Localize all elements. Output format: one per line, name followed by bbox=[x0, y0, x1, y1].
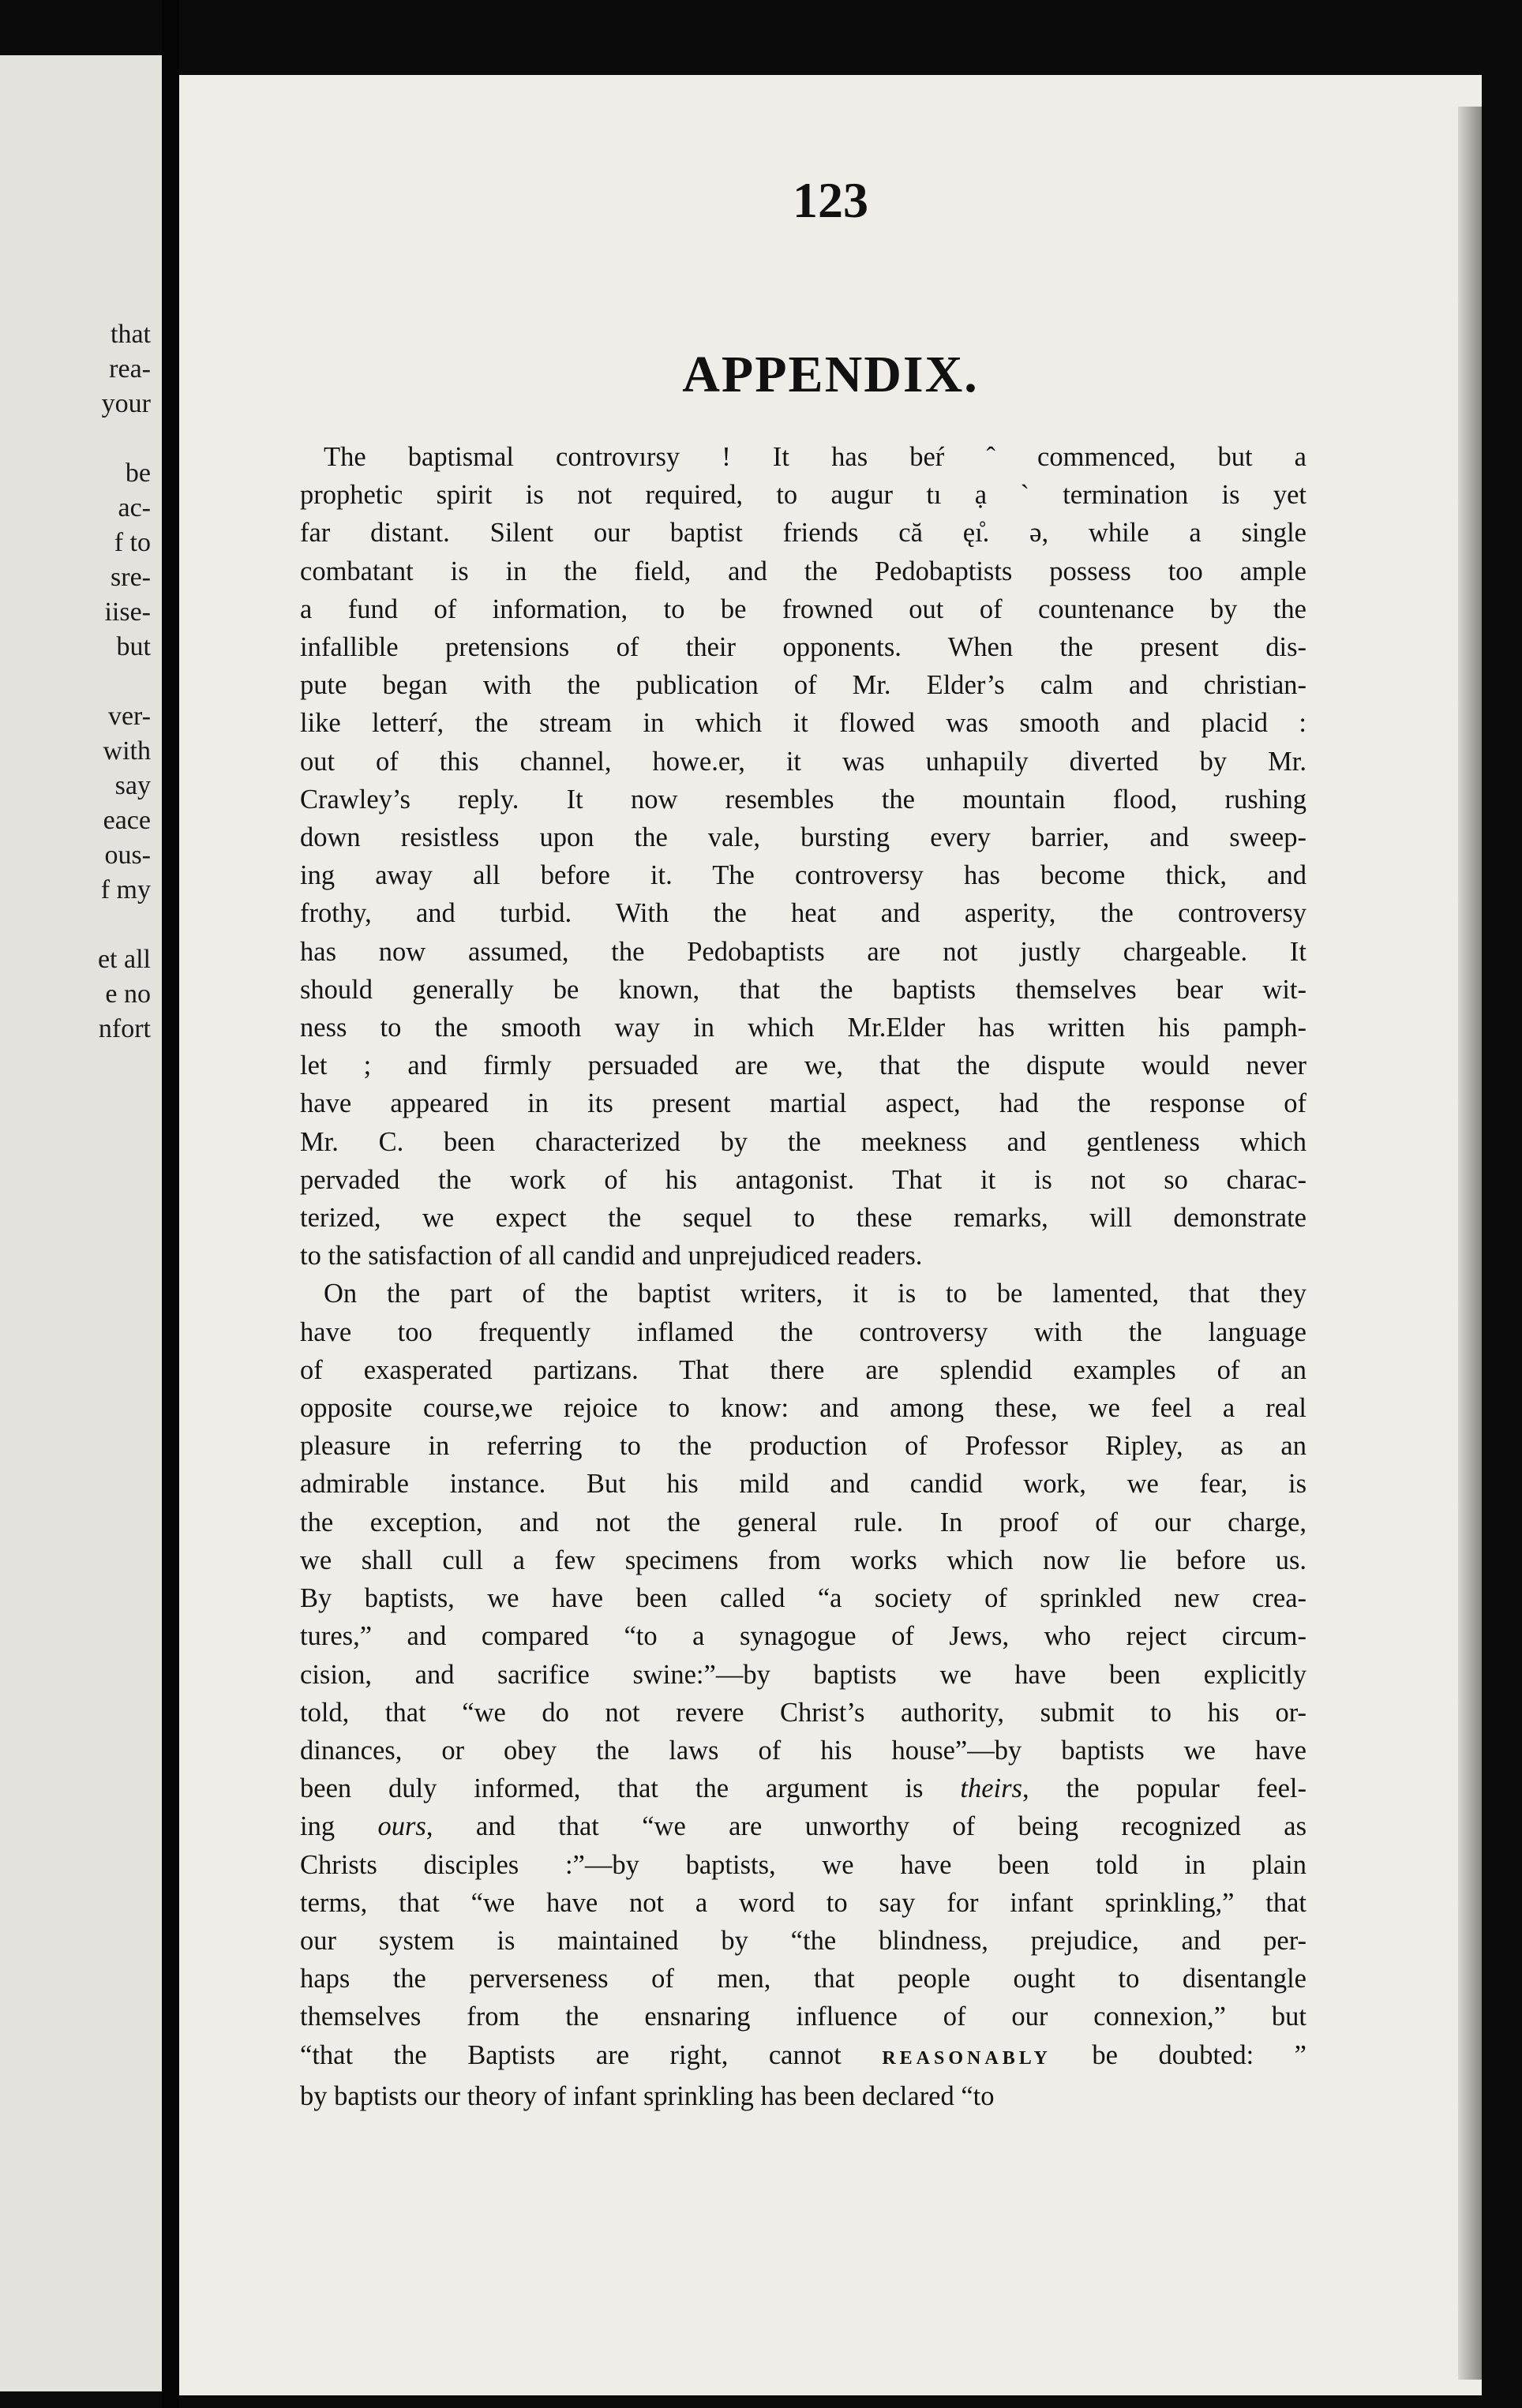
book-page bbox=[179, 75, 1482, 2395]
text-line bbox=[300, 1807, 1306, 1845]
text-line bbox=[300, 514, 1306, 552]
text-line bbox=[300, 1313, 1306, 1351]
previous-page-fragment: sre- bbox=[111, 563, 151, 592]
text-line bbox=[300, 1579, 1306, 1617]
text-run: infallible pretensions of their opponents. When the present dis- bbox=[300, 632, 1306, 663]
text-line bbox=[300, 1769, 1306, 1807]
previous-page-fragment: ous- bbox=[104, 841, 151, 870]
text-run: terized, we expect the sequel to these remarks, will demonstrate bbox=[300, 1203, 1306, 1234]
text-line bbox=[300, 1237, 1306, 1275]
text-run: On the part of the baptist writers, it is to be lamented, that they bbox=[324, 1279, 1306, 1309]
previous-page-edge bbox=[0, 55, 162, 2391]
text-run: prophetic spirit is not required, to augur tı ạ ` termination is yet bbox=[300, 480, 1306, 511]
text-run: pervaded the work of his antagonist. That it is not so charac- bbox=[300, 1164, 1306, 1195]
text-line bbox=[300, 666, 1306, 704]
previous-page-fragment: be bbox=[125, 459, 151, 488]
text-run: we shall cull a few specimens from works which now lie before us. bbox=[300, 1545, 1306, 1575]
previous-page-fragment: ac- bbox=[118, 493, 151, 522]
paragraph bbox=[300, 1275, 1306, 2114]
text-line bbox=[300, 1275, 1306, 1313]
text-run: pute began with the publication of Mr. Elder’s calm and christian- bbox=[300, 670, 1306, 701]
text-line bbox=[300, 856, 1306, 894]
previous-page-fragment: with bbox=[103, 736, 151, 766]
text-line bbox=[300, 818, 1306, 856]
previous-page-fragment: ver- bbox=[107, 702, 151, 731]
text-line bbox=[300, 1161, 1306, 1199]
text-run: haps the perverseness of men, that people ought to disentangle bbox=[300, 1964, 1306, 1994]
text-run: a fund of information, to be frowned out of countenance by the bbox=[300, 594, 1306, 624]
text-line bbox=[300, 894, 1306, 932]
text-line bbox=[300, 1694, 1306, 1732]
previous-page-fragment: et all bbox=[97, 945, 151, 974]
text-line bbox=[300, 1617, 1306, 1655]
previous-page-fragment: f my bbox=[100, 875, 151, 904]
text-line bbox=[300, 2036, 1306, 2077]
text-run: should generally be known, that the baptists themselves bear wit- bbox=[300, 974, 1306, 1005]
page-title: APPENDIX. bbox=[682, 346, 979, 403]
text-line bbox=[300, 2077, 1306, 2115]
previous-page-fragment: but bbox=[116, 632, 151, 661]
text-line bbox=[300, 781, 1306, 818]
text-line bbox=[300, 1465, 1306, 1503]
text-run: by baptists our theory of infant sprinkling has been declared “to bbox=[300, 2080, 995, 2111]
text-line bbox=[300, 590, 1306, 628]
text-line bbox=[300, 971, 1306, 1009]
previous-page-fragment: your bbox=[101, 389, 151, 418]
italic-emphasis: ours bbox=[377, 1811, 426, 1842]
previous-page-fragment: eace bbox=[103, 806, 151, 835]
paragraph bbox=[300, 438, 1306, 1275]
previous-page-fragment: nfort bbox=[98, 1014, 151, 1043]
text-line bbox=[300, 1047, 1306, 1084]
text-run: dinances, or obey the laws of his house”—by baptists we have bbox=[300, 1735, 1306, 1766]
text-line bbox=[300, 743, 1306, 781]
previous-page-fragment: f to bbox=[114, 528, 151, 557]
text-line bbox=[300, 1922, 1306, 1960]
text-run: let ; and firmly persuaded are we, that the dispute would never bbox=[300, 1050, 1306, 1081]
text-line bbox=[300, 438, 1306, 476]
text-line bbox=[300, 1351, 1306, 1389]
text-run: opposite course,we rejoice to know: and among these, we feel a real bbox=[300, 1393, 1306, 1424]
text-line bbox=[300, 1960, 1306, 1998]
page-edge-shadow bbox=[1458, 107, 1482, 2380]
text-line bbox=[300, 1009, 1306, 1047]
text-run: has now assumed, the Pedobaptists are not justly chargeable. It bbox=[300, 936, 1306, 967]
previous-page-fragment: that bbox=[111, 320, 151, 349]
body-text bbox=[300, 438, 1306, 2115]
text-run: our system is maintained by “the blindness, prejudice, and per- bbox=[300, 1925, 1306, 1956]
previous-page-fragment: iise- bbox=[104, 597, 151, 627]
book-gutter bbox=[162, 0, 179, 2408]
text-run: terms, that “we have not a word to say for infant sprinkling,” that bbox=[300, 1887, 1306, 1918]
text-line bbox=[300, 1998, 1306, 2035]
text-run: combatant is in the field, and the Pedobaptists possess too ample bbox=[300, 556, 1306, 586]
text-run: themselves from the ensnaring influence of our connexion,” but bbox=[300, 2002, 1306, 2032]
text-run: the exception, and not the general rule. In proof of our charge, bbox=[300, 1507, 1306, 1537]
text-line bbox=[300, 1504, 1306, 1541]
text-run: out of this channel, howe.er, it was unhapɩily diverted by Mr. bbox=[300, 746, 1306, 777]
text-run: far distant. Silent our baptist friends că ęı̊. ə, while a single bbox=[300, 518, 1306, 549]
text-run: , the popular feel- bbox=[1022, 1773, 1306, 1804]
text-line bbox=[300, 704, 1306, 742]
text-run: of exasperated partizans. That there are splendid examples of an bbox=[300, 1354, 1306, 1385]
text-run: ing bbox=[300, 1811, 378, 1842]
previous-page-fragment: e no bbox=[105, 979, 151, 1009]
text-run: Crawley’s reply. It now resembles the mountain flood, rushing bbox=[300, 784, 1306, 815]
italic-emphasis: theirs bbox=[960, 1773, 1022, 1804]
text-run: The baptismal controvırsy ! It has beŕ ˆ commenced, but a bbox=[324, 442, 1306, 472]
text-run: pleasure in referring to the production of Professor Ripley, as an bbox=[300, 1431, 1306, 1462]
text-line bbox=[300, 1123, 1306, 1161]
text-line bbox=[300, 628, 1306, 666]
text-run: down resistless upon the vale, bursting every barrier, and sweep- bbox=[300, 822, 1306, 853]
text-line bbox=[300, 1884, 1306, 1922]
text-run: Christs disciples :”—by baptists, we have been told in plain bbox=[300, 1849, 1306, 1880]
text-line bbox=[300, 1389, 1306, 1427]
text-run: , and that “we are unworthy of being recognized as bbox=[425, 1811, 1307, 1842]
text-line bbox=[300, 1541, 1306, 1579]
text-run: By baptists, we have been called “a society of sprinkled new crea- bbox=[300, 1583, 1306, 1614]
previous-page-fragment: say bbox=[114, 771, 151, 800]
text-line bbox=[300, 1427, 1306, 1465]
text-run: admirable instance. But his mild and candid work, we fear, is bbox=[300, 1469, 1306, 1500]
text-run: be doubted: ” bbox=[1051, 2039, 1306, 2070]
page-number: 123 bbox=[793, 172, 868, 228]
text-run: cision, and sacrifice swine:”—by baptists we have been explicitly bbox=[300, 1659, 1306, 1690]
text-run: have too frequently inflamed the controversy with the language bbox=[300, 1316, 1306, 1347]
small-caps-emphasis: REASONABLY bbox=[882, 2047, 1052, 2069]
previous-page-fragment: rea- bbox=[109, 354, 151, 384]
text-run: told, that “we do not revere Christ’s authority, submit to his or- bbox=[300, 1697, 1306, 1728]
text-run: ing away all before it. The controversy has become thick, and bbox=[300, 860, 1306, 891]
text-run: “that the Baptists are right, cannot bbox=[300, 2039, 883, 2070]
text-line bbox=[300, 1656, 1306, 1694]
text-line bbox=[300, 1199, 1306, 1237]
text-line bbox=[300, 1846, 1306, 1884]
text-run: frothy, and turbid. With the heat and asperity, the controversy bbox=[300, 898, 1306, 929]
text-run: to the satisfaction of all candid and unprejudiced readers. bbox=[300, 1241, 923, 1271]
text-line bbox=[300, 552, 1306, 590]
text-run: tures,” and compared “to a synagogue of Jews, who reject circum- bbox=[300, 1621, 1306, 1652]
text-run: have appeared in its present martial aspect, had the response of bbox=[300, 1088, 1306, 1119]
text-run: Mr. C. been characterized by the meekness and gentleness which bbox=[300, 1126, 1306, 1157]
text-run: been duly informed, that the argument is bbox=[300, 1773, 961, 1804]
text-line bbox=[300, 476, 1306, 514]
text-run: ness to the smooth way in which Mr.Elder has written his pamph- bbox=[300, 1013, 1306, 1043]
text-run: like letterŕ, the stream in which it flowed was smooth and placid : bbox=[300, 708, 1306, 739]
text-line bbox=[300, 933, 1306, 971]
text-line bbox=[300, 1084, 1306, 1122]
text-line bbox=[300, 1732, 1306, 1769]
